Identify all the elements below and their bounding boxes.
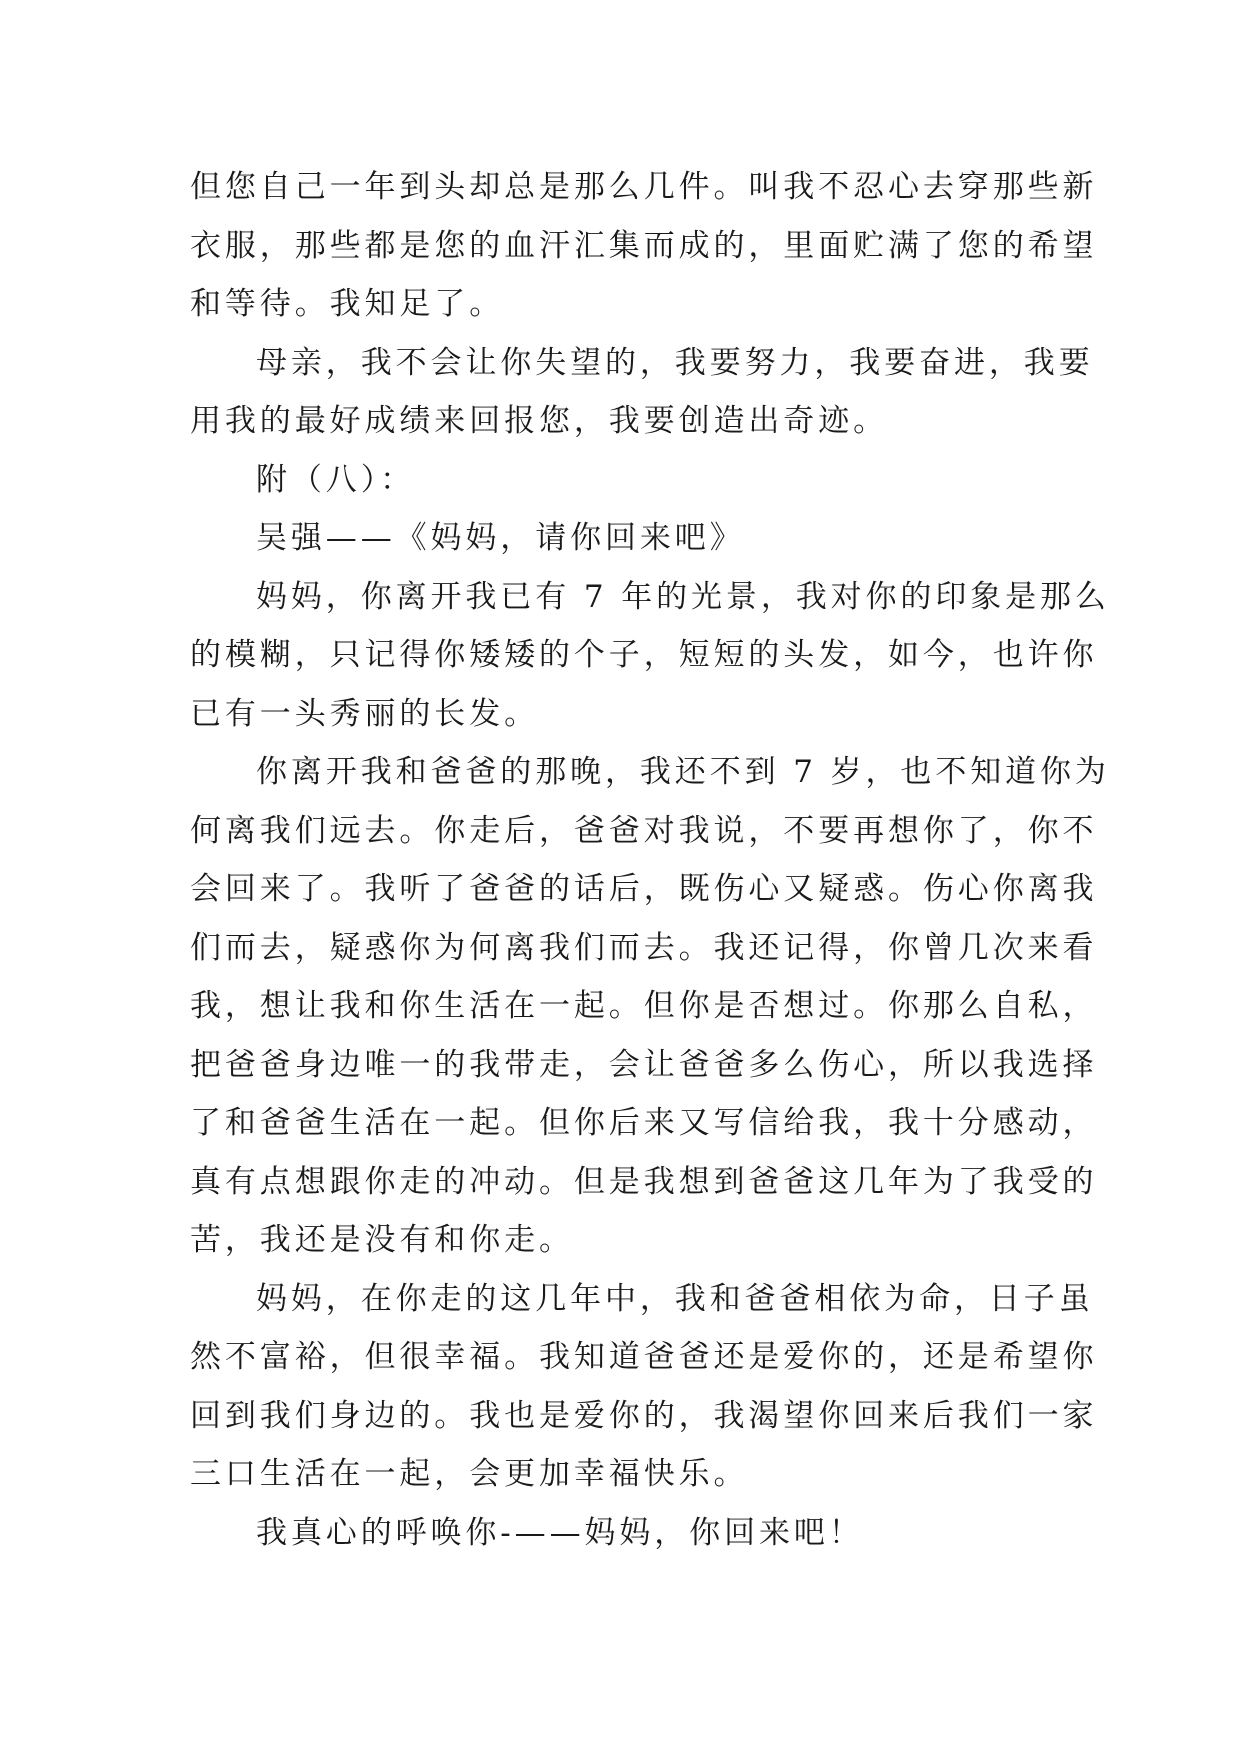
body-text bbox=[190, 158, 1110, 1562]
text-line: 们而去，疑惑你为何离我们而去。我还记得，你曾几次来看 bbox=[190, 929, 1098, 966]
text-line: 了和爸爸生活在一起。但你后来又写信给我，我十分感动， bbox=[190, 1105, 1098, 1141]
text-line: 回到我们身边的。我也是爱你的，我渴望你回来后我们一家 bbox=[190, 1397, 1098, 1434]
text-line: 把爸爸身边唯一的我带走，会让爸爸多么伤心，所以我选择 bbox=[190, 1046, 1098, 1083]
text-line: 你离开我和爸爸的那晚，我还不到 7 岁，也不知道你为 bbox=[256, 754, 1110, 790]
text-line: 苦，我还是没有和你走。 bbox=[190, 1222, 574, 1258]
text-line: 吴强——《妈妈，请你回来吧》 bbox=[256, 520, 745, 556]
text-line: 但您自己一年到头却总是那么几件。叫我不忍心去穿那些新 bbox=[190, 169, 1098, 205]
text-line: 三口生活在一起，会更加幸福快乐。 bbox=[190, 1456, 749, 1492]
text-line: 和等待。我知足了。 bbox=[190, 286, 505, 322]
text-line: 附（八）： bbox=[256, 461, 415, 498]
text-line: 然不富裕，但很幸福。我知道爸爸还是爱你的，还是希望你 bbox=[190, 1339, 1098, 1375]
text-line: 已有一头秀丽的长发。 bbox=[190, 695, 539, 732]
text-line: 母亲，我不会让你失望的，我要努力，我要奋进，我要 bbox=[256, 344, 1094, 381]
text-line: 我，想让我和你生活在一起。但你是否想过。你那么自私， bbox=[190, 988, 1098, 1024]
text-line: 真有点想跟你走的冲动。但是我想到爸爸这几年为了我受的 bbox=[190, 1163, 1098, 1200]
text-line: 会回来了。我听了爸爸的话后，既伤心又疑惑。伤心你离我 bbox=[190, 871, 1098, 907]
text-line: 我真心的呼唤你-——妈妈，你回来吧！ bbox=[256, 1514, 864, 1551]
text-line: 用我的最好成绩来回报您，我要创造出奇迹。 bbox=[190, 403, 888, 439]
text-line: 何离我们远去。你走后，爸爸对我说，不要再想你了，你不 bbox=[190, 812, 1098, 849]
text-line: 妈妈，在你走的这几年中，我和爸爸相依为命，日子虽 bbox=[256, 1280, 1094, 1317]
text-line: 衣服，那些都是您的血汗汇集而成的，里面贮满了您的希望 bbox=[190, 227, 1098, 264]
text-line: 的模糊，只记得你矮矮的个子，短短的头发，如今，也许你 bbox=[190, 637, 1098, 673]
text-line: 妈妈，你离开我已有 7 年的光景，我对你的印象是那么 bbox=[256, 578, 1110, 615]
